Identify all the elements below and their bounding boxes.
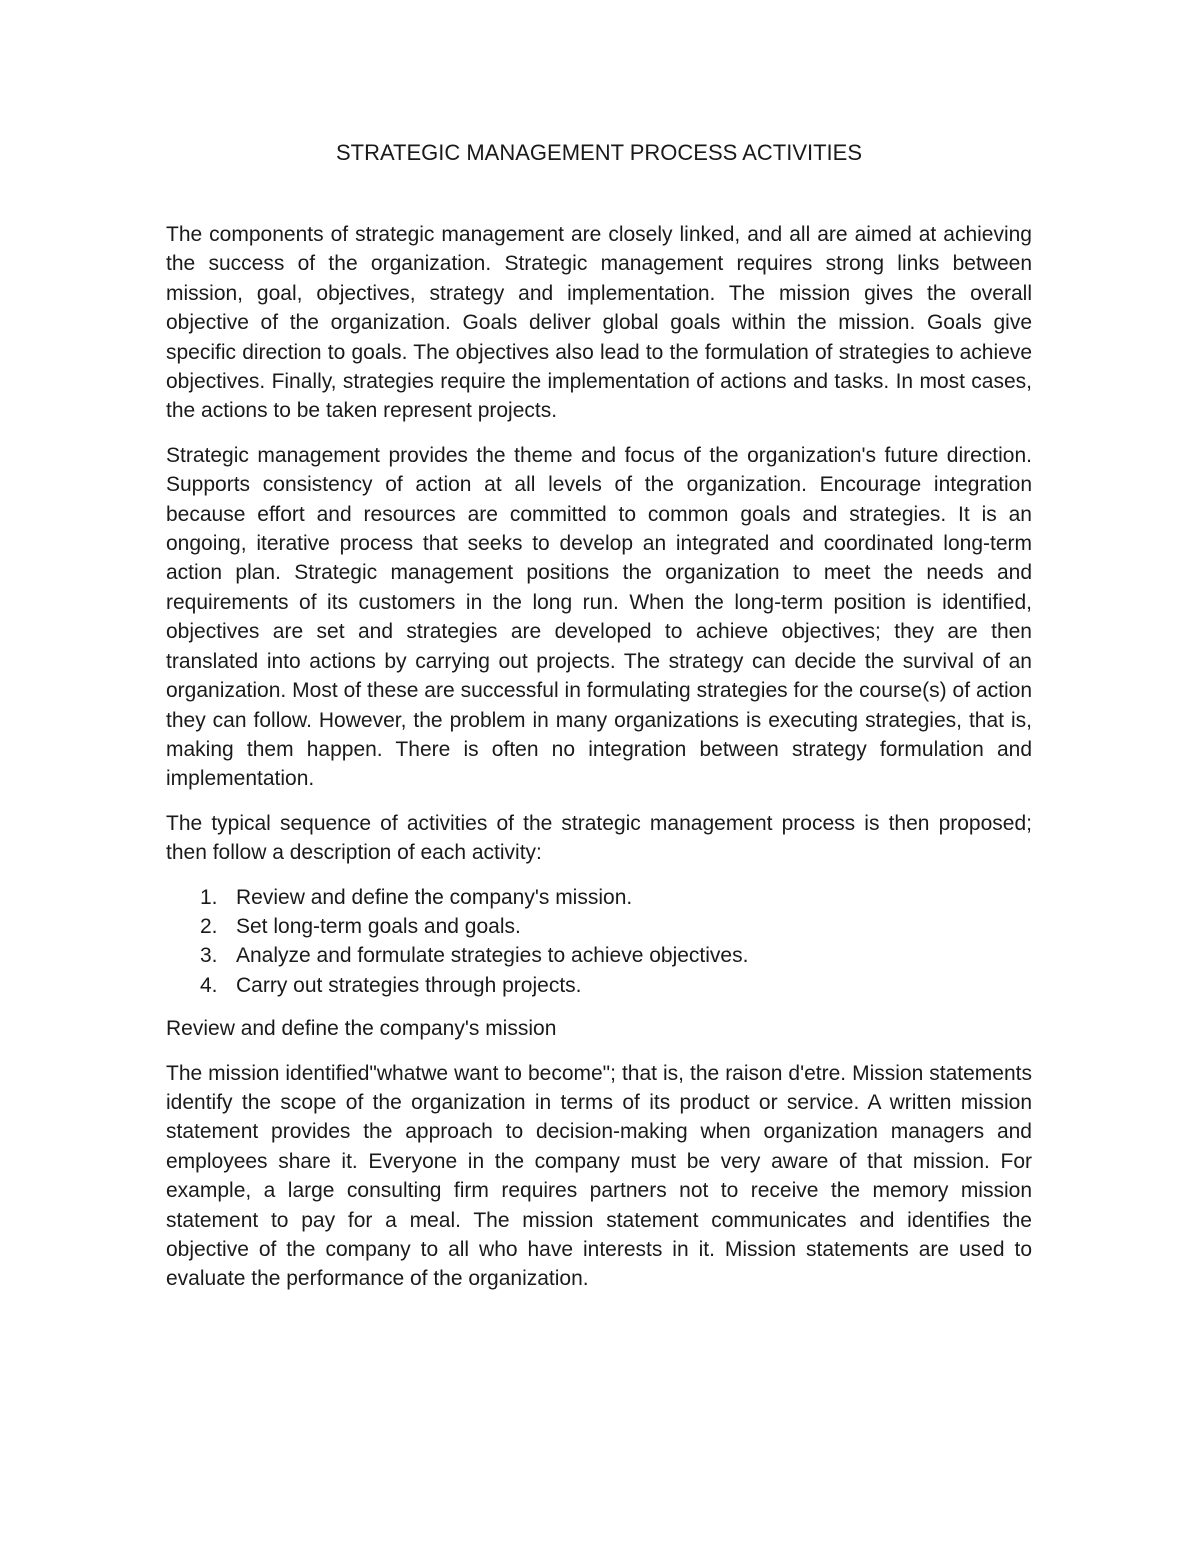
list-item-text: Analyze and formulate strategies to achieve objectives. (236, 944, 749, 968)
paragraph-strategic-management: Strategic management provides the theme and focus of the organization's future direction. Supports consistency of action at all levels of the organization. Encourage integration because effort and resources are committed to common goals and strategies. It is an ongoing, iterative process that seeks to develop an integrated and coordinated long-term action plan. Strategic management positions the organization to meet the needs and requirements of its customers in the long run. When the long-term position is identified, objectives are set and strategies are developed to achieve objectives; they are then translated into actions by carrying out projects. The strategy can decide the survival of an organization. Most of these are successful in formulating strategies for the course(s) of action they can follow. However, the problem in many organizations is executing strategies, that is, making them happen. There is often no integration between strategy formulation and implementation. (166, 443, 1032, 791)
list-item-number: 1. (200, 885, 218, 909)
list-item (166, 941, 1032, 970)
list-item (166, 883, 1032, 912)
paragraph-mission: The mission identified"whatwe want to become"; that is, the raison d'etre. Mission statements identify the scope of the organization in terms of its product or service. A written mission statement provides the approach to decision-making when organization managers and employees share it. Everyone in the company must be very aware of that mission. For example, a large consulting firm requires partners not to receive the memory mission statement to pay for a meal. The mission statement communicates and identifies the objective of the company to all who have interests in it. Mission statements are used to evaluate the performance of the organization. (166, 1061, 1032, 1291)
document-content (166, 136, 1032, 1309)
activity-list (166, 883, 1032, 1001)
paragraph-sequence-intro: The typical sequence of activities of the strategic management process is then proposed; then follow a description of each activity: (166, 811, 1032, 865)
list-item (166, 912, 1032, 941)
section-heading: Review and define the company's mission (166, 1017, 557, 1041)
list-item-text: Set long-term goals and goals. (236, 914, 521, 938)
list-item-number: 2. (200, 914, 218, 938)
document-title: STRATEGIC MANAGEMENT PROCESS ACTIVITIES (335, 140, 863, 165)
list-item (166, 971, 1032, 1000)
list-item-text: Review and define the company's mission. (236, 885, 633, 909)
paragraph-components: The components of strategic management are closely linked, and all are aimed at achieving the success of the organization. Strategic management requires strong links between mission, goal, objectives, strategy and implementation. The mission gives the overall objective of the organization. Goals deliver global goals within the mission. Goals give specific direction to goals. The objectives also lead to the formulation of strategies to achieve objectives. Finally, strategies require the implementation of actions and tasks. In most cases, the actions to be taken represent projects. (166, 223, 1032, 423)
list-item-text: Carry out strategies through projects. (236, 973, 582, 997)
list-item-number: 4. (200, 973, 218, 997)
list-item-number: 3. (200, 944, 218, 968)
